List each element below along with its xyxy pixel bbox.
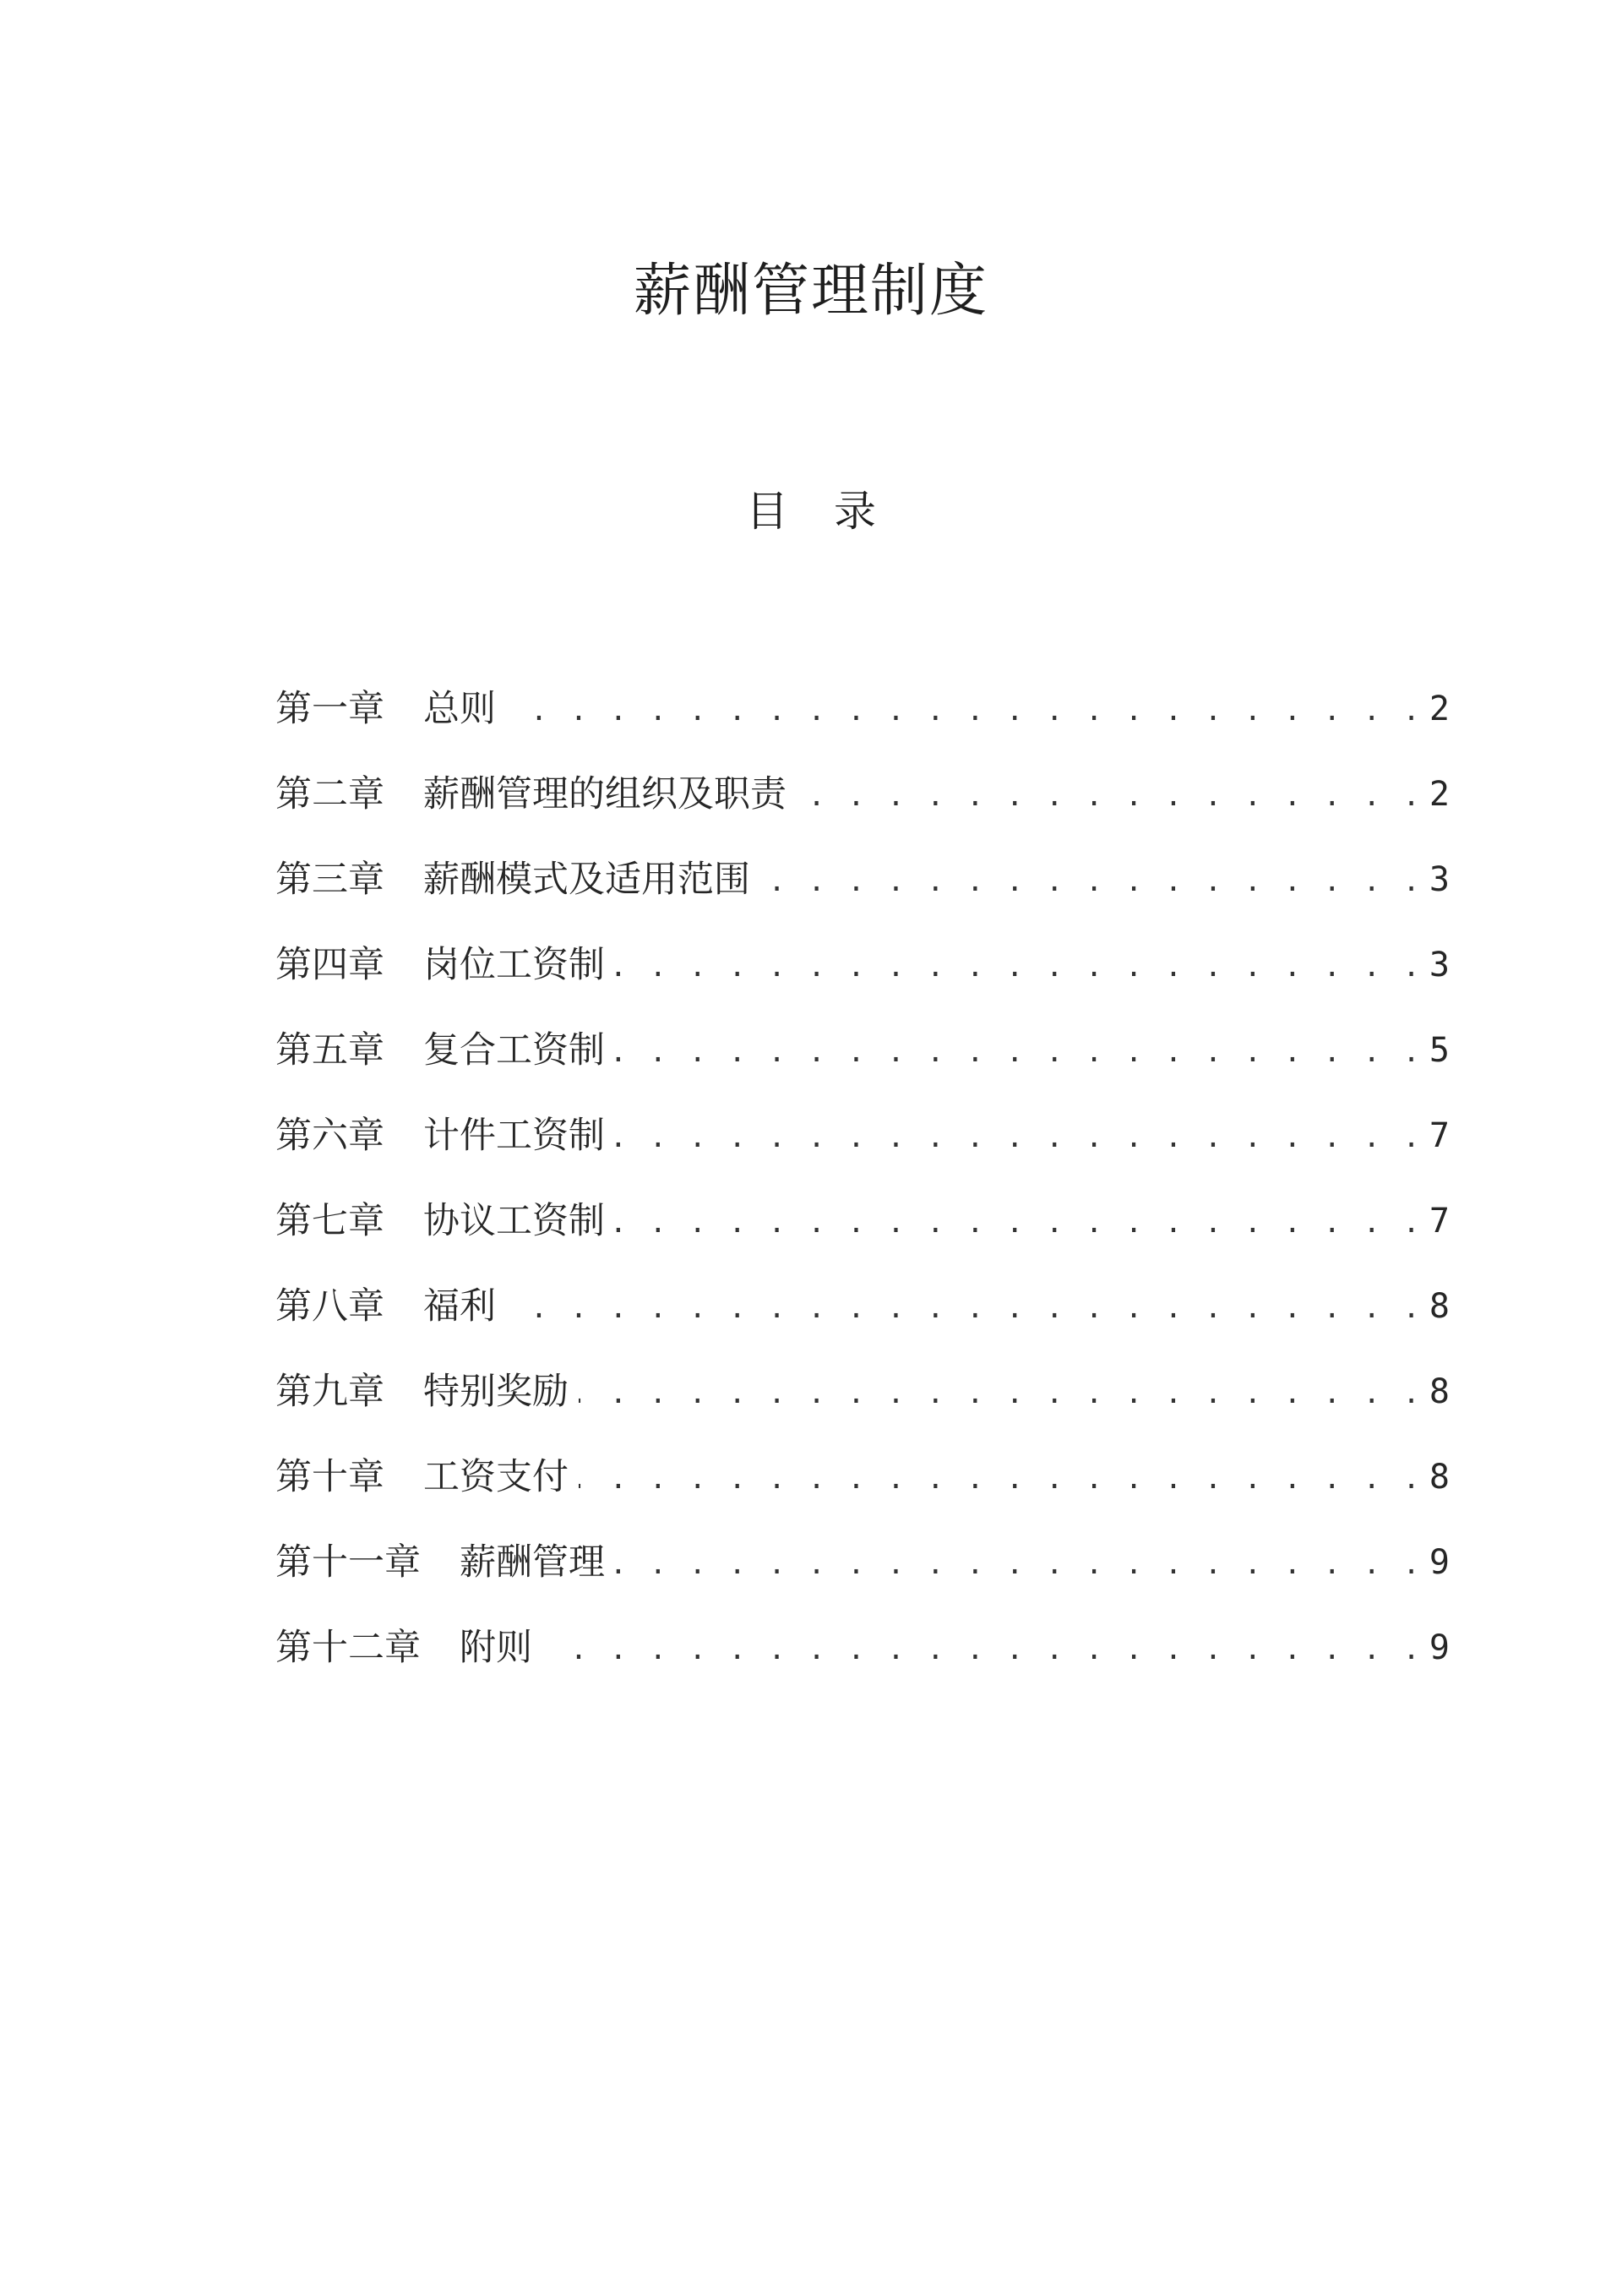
toc-dot-leader (760, 853, 1423, 907)
toc-entry[interactable] (275, 1590, 1450, 1675)
toc-chapter-number: 第十二章 (275, 1627, 421, 1669)
toc-chapter-title: 特别奖励 (423, 1371, 569, 1413)
toc-page-number: 7 (1429, 1116, 1450, 1155)
toc-page-number: 3 (1429, 946, 1450, 984)
toc-heading-right: 录 (834, 487, 876, 536)
toc-dot-leader (579, 1450, 1423, 1504)
toc-dot-leader (542, 1621, 1423, 1675)
toc-heading (0, 482, 1622, 541)
toc-chapter-number: 第九章 (275, 1371, 384, 1413)
toc-chapter-number: 第八章 (275, 1285, 384, 1328)
toc-dot-leader (506, 1279, 1423, 1333)
toc-entry[interactable] (275, 1333, 1450, 1419)
toc-entry[interactable] (275, 1419, 1450, 1504)
toc-page-number: 7 (1429, 1202, 1450, 1241)
toc-page-number: 9 (1429, 1543, 1450, 1582)
toc-dot-leader (579, 1365, 1423, 1419)
toc-page-number: 9 (1429, 1628, 1450, 1667)
toc-entry[interactable] (275, 651, 1450, 736)
toc-chapter-number: 第十章 (275, 1456, 384, 1498)
toc-chapter-number: 第十一章 (275, 1541, 421, 1584)
toc-page-number: 3 (1429, 860, 1450, 899)
toc-chapter-number: 第一章 (275, 688, 384, 730)
toc-chapter-title: 福利 (423, 1285, 496, 1328)
toc-entry[interactable] (275, 736, 1450, 821)
toc-chapter-title: 计件工资制 (423, 1115, 605, 1157)
toc-dot-leader (615, 1109, 1423, 1163)
toc-dot-leader (506, 682, 1423, 736)
toc-chapter-number: 第三章 (275, 859, 384, 901)
toc-heading-left: 目 (746, 487, 788, 536)
toc-dot-leader (615, 1535, 1423, 1590)
toc-dot-leader (615, 1023, 1423, 1077)
toc-entry[interactable] (275, 1248, 1450, 1333)
toc-page-number: 8 (1429, 1287, 1450, 1326)
toc-chapter-number: 第六章 (275, 1115, 384, 1157)
toc-page-number: 5 (1429, 1031, 1450, 1070)
toc-dot-leader (615, 938, 1423, 992)
toc-chapter-title: 岗位工资制 (423, 944, 605, 986)
toc-page-number: 8 (1429, 1458, 1450, 1497)
toc-chapter-title: 附则 (460, 1627, 532, 1669)
toc-entry[interactable] (275, 1077, 1450, 1163)
toc-page-number: 2 (1429, 775, 1450, 814)
toc-chapter-title: 总则 (423, 688, 496, 730)
table-of-contents (275, 651, 1450, 1675)
toc-chapter-number: 第二章 (275, 773, 384, 815)
toc-chapter-title: 薪酬管理的组织及职责 (423, 773, 787, 815)
toc-page-number: 8 (1429, 1372, 1450, 1411)
toc-page-number: 2 (1429, 690, 1450, 728)
toc-chapter-title: 工资支付 (423, 1456, 569, 1498)
toc-chapter-number: 第五章 (275, 1029, 384, 1072)
toc-dot-leader (615, 1194, 1423, 1248)
toc-dot-leader (797, 767, 1423, 821)
toc-entry[interactable] (275, 907, 1450, 992)
document-title: 薪酬管理制度 (633, 258, 988, 324)
toc-chapter-number: 第四章 (275, 944, 384, 986)
toc-chapter-title: 薪酬管理 (460, 1541, 605, 1584)
toc-chapter-title: 复合工资制 (423, 1029, 605, 1072)
toc-chapter-title: 薪酬模式及适用范围 (423, 859, 750, 901)
toc-chapter-number: 第七章 (275, 1200, 384, 1242)
toc-entry[interactable] (275, 1163, 1450, 1248)
toc-entry[interactable] (275, 1504, 1450, 1590)
toc-entry[interactable] (275, 992, 1450, 1077)
toc-chapter-title: 协议工资制 (423, 1200, 605, 1242)
toc-entry[interactable] (275, 821, 1450, 907)
